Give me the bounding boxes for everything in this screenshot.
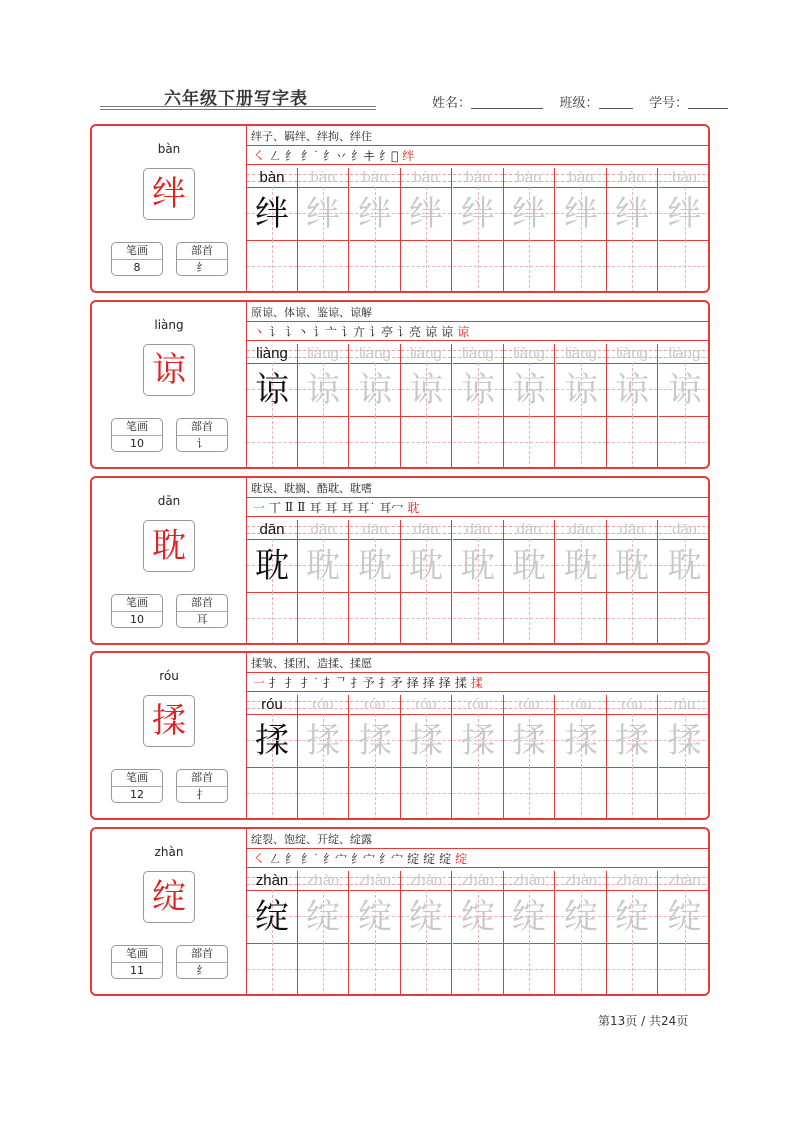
- practice-cell[interactable]: [607, 344, 658, 469]
- practice-cell[interactable]: [607, 695, 658, 820]
- character-trace: 绊: [512, 193, 546, 234]
- pinyin-trace: zhàn: [255, 872, 289, 889]
- character-trace: 谅: [409, 369, 443, 410]
- character-card: [90, 476, 710, 645]
- character-trace: 绽: [564, 896, 598, 937]
- pinyin-trace: róu: [570, 696, 592, 713]
- practice-cell[interactable]: [401, 344, 452, 469]
- stroke-step: 扌ᄀ: [323, 675, 347, 690]
- practice-cell[interactable]: [298, 344, 349, 469]
- character-trace: 绊: [255, 193, 289, 234]
- practice-cell[interactable]: [504, 520, 555, 645]
- stroke-step: 纟宀: [351, 851, 376, 866]
- character-box: [143, 168, 195, 220]
- practice-cell[interactable]: [298, 520, 349, 645]
- character-trace: 谅: [512, 369, 546, 410]
- pinyin-trace: bàn: [568, 169, 594, 186]
- radical-box: [176, 769, 228, 803]
- stroke-step: ㇛: [253, 851, 266, 866]
- writing-grid: [247, 520, 710, 645]
- writing-grid: [247, 344, 710, 469]
- radical-box: [176, 945, 228, 979]
- pinyin-trace: bàn: [362, 169, 388, 186]
- stroke-step: 讠: [269, 324, 282, 339]
- practice-cell[interactable]: [401, 871, 452, 996]
- character-box: [143, 520, 195, 572]
- name-label: 姓名：: [432, 96, 472, 111]
- stroke-count-box: [111, 594, 163, 628]
- pinyin-trace: dān: [413, 521, 439, 538]
- stroke-step: 谅: [441, 324, 454, 339]
- radical-value: 纟: [196, 964, 208, 977]
- stroke-step: 耳: [325, 500, 338, 515]
- character-trace: 揉: [615, 720, 649, 761]
- stroke-count-box: [111, 945, 163, 979]
- character-trace: 揉: [358, 720, 392, 761]
- practice-cell[interactable]: [350, 344, 401, 469]
- stroke-order: [253, 146, 414, 164]
- radical-value: 讠: [196, 437, 208, 450]
- pinyin-label: róu: [159, 669, 179, 683]
- practice-cell[interactable]: [453, 520, 504, 645]
- stroke-step: 纟宀: [323, 851, 348, 866]
- pinyin-trace: bàn: [465, 169, 491, 186]
- character-trace: 绊: [409, 193, 443, 234]
- character-trace: 谅: [461, 369, 495, 410]
- character-trace: 谅: [306, 369, 340, 410]
- character-trace: 绊: [306, 193, 340, 234]
- word-examples: 绊子、羁绊、绊拘、绊住: [251, 130, 372, 143]
- stroke-order: [253, 673, 483, 691]
- pinyin-trace: róu: [415, 696, 437, 713]
- practice-cell[interactable]: [453, 168, 504, 293]
- character-trace: 绽: [667, 896, 702, 937]
- practice-area: [247, 302, 710, 467]
- stroke-step: 扌˙: [301, 675, 320, 690]
- pinyin-trace: dān: [259, 521, 285, 538]
- stroke-step: 讠亣: [341, 324, 366, 339]
- character-trace: 绽: [409, 896, 443, 937]
- divider: [247, 164, 710, 165]
- pinyin-trace: bàn: [516, 169, 542, 186]
- radical-value: 扌: [196, 788, 208, 801]
- practice-cell[interactable]: [453, 344, 504, 469]
- divider: [247, 516, 710, 517]
- radical-label: 部首: [177, 946, 227, 963]
- pinyin-trace: liàng: [565, 345, 597, 362]
- stroke-step: 纟˙: [301, 851, 320, 866]
- character-trace: 耽: [615, 545, 649, 586]
- character-trace: 揉: [512, 720, 546, 761]
- practice-cell[interactable]: [556, 695, 607, 820]
- id-field[interactable]: [688, 95, 728, 109]
- radical-box: [176, 594, 228, 628]
- pinyin-trace: liàng: [256, 345, 288, 362]
- stroke-count-value: 10: [130, 437, 144, 450]
- stroke-order: [253, 849, 467, 867]
- pinyin-label: zhàn: [154, 845, 184, 859]
- class-field[interactable]: [599, 95, 633, 109]
- stroke-step: 一: [253, 500, 266, 515]
- stroke-count-label: 笔画: [112, 243, 162, 260]
- radical-label: 部首: [177, 419, 227, 436]
- stroke-order: [253, 322, 469, 340]
- character-summary: [92, 653, 247, 818]
- pinyin-trace: bàn: [671, 169, 698, 186]
- character-trace: 绊: [667, 193, 702, 234]
- practice-cell[interactable]: [401, 168, 452, 293]
- character-card: [90, 651, 710, 820]
- practice-cell[interactable]: [350, 695, 401, 820]
- stroke-step: Ⅱ: [285, 500, 294, 514]
- student-info: [432, 92, 728, 111]
- character-red: 揉: [152, 701, 186, 741]
- practice-area: [247, 653, 710, 818]
- stroke-count-value: 8: [133, 261, 141, 274]
- pinyin-trace: zhàn: [461, 872, 495, 889]
- character-trace: 耽: [255, 545, 289, 586]
- practice-cell[interactable]: [659, 695, 710, 820]
- character-trace: 绽: [461, 896, 495, 937]
- character-trace: 谅: [615, 369, 649, 410]
- stroke-step: ㇜: [269, 851, 282, 866]
- character-summary: [92, 302, 247, 467]
- stroke-step: 纟丷: [323, 148, 348, 163]
- character-trace: 谅: [564, 369, 598, 410]
- practice-cell[interactable]: [247, 168, 298, 293]
- practice-cell[interactable]: [350, 871, 401, 996]
- character-trace: 耽: [564, 545, 598, 586]
- pinyin-trace: róu: [261, 696, 283, 713]
- character-red: 谅: [152, 350, 186, 390]
- stroke-count-box: [111, 418, 163, 452]
- pinyin-trace: róu: [312, 696, 334, 713]
- practice-cell[interactable]: [659, 871, 710, 996]
- character-trace: 揉: [306, 720, 340, 761]
- writing-grid: [247, 168, 710, 293]
- pinyin-trace: zhàn: [358, 872, 392, 889]
- radical-label: 部首: [177, 595, 227, 612]
- practice-cell[interactable]: [607, 168, 658, 293]
- character-trace: 绊: [461, 193, 495, 234]
- character-summary: [92, 126, 247, 291]
- stroke-count-value: 11: [130, 964, 144, 977]
- stroke-step: 绽: [407, 851, 420, 866]
- title-underline: [100, 106, 376, 107]
- stroke-step: 纟: [285, 148, 298, 163]
- character-trace: 耽: [461, 545, 495, 586]
- stroke-step: 择: [422, 675, 435, 690]
- stroke-step: 谅: [457, 324, 470, 339]
- practice-cell[interactable]: [556, 871, 607, 996]
- pinyin-trace: dān: [465, 521, 491, 538]
- pinyin-trace: liàng: [410, 345, 442, 362]
- radical-value: 纟: [196, 261, 208, 274]
- character-trace: 绽: [255, 896, 289, 937]
- character-box: [143, 344, 195, 396]
- pinyin-trace: dān: [671, 521, 698, 538]
- pinyin-label: bàn: [157, 142, 181, 156]
- stroke-step: 揉: [454, 675, 467, 690]
- practice-cell[interactable]: [401, 695, 452, 820]
- character-trace: 绽: [306, 896, 340, 937]
- stroke-step: 耳冖: [379, 500, 404, 515]
- pinyin-trace: róu: [467, 696, 489, 713]
- pinyin-trace: dān: [619, 521, 645, 538]
- radical-box: [176, 418, 228, 452]
- stroke-step: 绽: [455, 851, 468, 866]
- stroke-step: 耳: [309, 500, 322, 515]
- stroke-step: Ⅱ: [297, 500, 306, 514]
- character-trace: 耽: [306, 545, 340, 586]
- character-summary: [92, 478, 247, 643]
- practice-cell[interactable]: [453, 871, 504, 996]
- stroke-step: 纟𰀁: [351, 148, 376, 163]
- pinyin-trace: zhàn: [409, 872, 443, 889]
- pinyin-trace: liàng: [668, 345, 701, 362]
- practice-cell[interactable]: [247, 871, 298, 996]
- stroke-step: 讠亭: [369, 324, 394, 339]
- stroke-step: 绽: [423, 851, 436, 866]
- pinyin-trace: liàng: [513, 345, 545, 362]
- pinyin-trace: liàng: [462, 345, 494, 362]
- stroke-count-label: 笔画: [112, 946, 162, 963]
- character-trace: 绊: [358, 193, 392, 234]
- radical-box: [176, 242, 228, 276]
- character-trace: 揉: [564, 720, 598, 761]
- character-summary: [92, 829, 247, 994]
- pinyin-trace: bàn: [310, 169, 336, 186]
- character-trace: 揉: [255, 720, 289, 761]
- pinyin-trace: zhàn: [564, 872, 598, 889]
- character-trace: 绊: [615, 193, 649, 234]
- character-card: [90, 827, 710, 996]
- name-field[interactable]: [471, 95, 543, 109]
- practice-cell[interactable]: [247, 520, 298, 645]
- stroke-count-label: 笔画: [112, 770, 162, 787]
- practice-cell[interactable]: [298, 168, 349, 293]
- word-examples: 耽误、耽搁、酷耽、耽嗜: [251, 482, 372, 495]
- stroke-step: 扌: [285, 675, 298, 690]
- practice-cell[interactable]: [453, 695, 504, 820]
- practice-cell[interactable]: [659, 168, 710, 293]
- character-trace: 绽: [615, 896, 649, 937]
- writing-grid: [247, 695, 710, 820]
- stroke-step: 耳˙: [357, 500, 376, 515]
- practice-cell[interactable]: [504, 871, 555, 996]
- radical-label: 部首: [177, 243, 227, 260]
- page-title: 六年级下册写字表: [164, 89, 308, 109]
- pinyin-trace: róu: [518, 696, 540, 713]
- pinyin-trace: dān: [362, 521, 388, 538]
- character-card: [90, 124, 710, 293]
- stroke-step: 丅: [269, 500, 282, 515]
- pinyin-trace: liàng: [616, 345, 648, 362]
- stroke-count-label: 笔画: [112, 419, 162, 436]
- word-examples: 绽裂、饱绽、开绽、绽露: [251, 833, 372, 846]
- practice-cell[interactable]: [504, 695, 555, 820]
- stroke-count-value: 10: [130, 613, 144, 626]
- practice-cell[interactable]: [556, 520, 607, 645]
- stroke-step: 纟˙: [301, 148, 320, 163]
- character-trace: 谅: [667, 369, 702, 410]
- stroke-step: 扌矛: [378, 675, 403, 690]
- pinyin-trace: bàn: [413, 169, 439, 186]
- character-trace: 揉: [667, 720, 702, 761]
- pinyin-trace: dān: [516, 521, 542, 538]
- practice-cell[interactable]: [556, 344, 607, 469]
- practice-cell[interactable]: [401, 520, 452, 645]
- character-trace: 耽: [512, 545, 546, 586]
- divider: [247, 340, 710, 341]
- stroke-step: 耳: [341, 500, 354, 515]
- id-label: 学号：: [649, 96, 689, 111]
- radical-value: 耳: [196, 613, 208, 626]
- character-red: 绽: [152, 877, 186, 917]
- practice-cell[interactable]: [556, 168, 607, 293]
- stroke-step: 一: [253, 675, 266, 690]
- stroke-step: 绊: [402, 148, 415, 163]
- class-label: 班级：: [559, 96, 599, 111]
- pinyin-trace: zhàn: [615, 872, 649, 889]
- divider: [247, 691, 710, 692]
- practice-cell[interactable]: [350, 520, 401, 645]
- character-trace: 耽: [358, 545, 392, 586]
- stroke-step: 讠亮: [397, 324, 422, 339]
- character-trace: 绊: [564, 193, 598, 234]
- practice-cell[interactable]: [504, 344, 555, 469]
- stroke-step: 择: [438, 675, 451, 690]
- pinyin-trace: róu: [673, 696, 696, 713]
- practice-cell[interactable]: [298, 871, 349, 996]
- practice-cell[interactable]: [350, 168, 401, 293]
- character-trace: 绽: [358, 896, 392, 937]
- pinyin-trace: róu: [621, 696, 643, 713]
- word-examples: 原谅、体谅、鉴谅、谅解: [251, 306, 372, 319]
- stroke-step: 讠亠: [313, 324, 338, 339]
- character-red: 绊: [152, 174, 186, 214]
- pinyin-trace: róu: [364, 696, 386, 713]
- page-number: 第13页 / 共24页: [598, 1014, 689, 1028]
- practice-cell[interactable]: [504, 168, 555, 293]
- practice-cell[interactable]: [298, 695, 349, 820]
- practice-cell[interactable]: [247, 695, 298, 820]
- stroke-step: 揉: [470, 675, 483, 690]
- stroke-step: 纟𫠠: [379, 148, 399, 163]
- character-trace: 耽: [409, 545, 443, 586]
- character-box: [143, 871, 195, 923]
- character-trace: 绽: [512, 896, 546, 937]
- pinyin-label: dān: [157, 494, 181, 508]
- character-trace: 谅: [255, 369, 289, 410]
- character-card: [90, 300, 710, 469]
- stroke-count-label: 笔画: [112, 595, 162, 612]
- divider: [247, 867, 710, 868]
- character-box: [143, 695, 195, 747]
- stroke-count-box: [111, 242, 163, 276]
- practice-cell[interactable]: [659, 344, 710, 469]
- practice-area: [247, 126, 710, 291]
- pinyin-trace: zhàn: [512, 872, 546, 889]
- pinyin-trace: zhàn: [668, 872, 701, 889]
- writing-grid: [247, 871, 710, 996]
- practice-area: [247, 478, 710, 643]
- pinyin-trace: zhàn: [306, 872, 340, 889]
- stroke-step: 丶: [253, 324, 266, 339]
- character-red: 耽: [152, 526, 186, 566]
- practice-cell[interactable]: [607, 871, 658, 996]
- stroke-step: 纟宀: [379, 851, 404, 866]
- stroke-step: ㇛: [253, 148, 266, 163]
- pinyin-trace: liàng: [359, 345, 391, 362]
- stroke-step: 绽: [439, 851, 452, 866]
- stroke-step: 纟: [285, 851, 298, 866]
- stroke-step: 择: [406, 675, 419, 690]
- pinyin-trace: bàn: [259, 169, 285, 186]
- character-trace: 谅: [358, 369, 392, 410]
- word-examples: 揉皱、揉团、造揉、揉愿: [251, 657, 372, 670]
- character-trace: 揉: [461, 720, 495, 761]
- pinyin-trace: dān: [310, 521, 336, 538]
- pinyin-trace: liàng: [307, 345, 339, 362]
- stroke-step: ㇜: [269, 148, 282, 163]
- practice-cell[interactable]: [659, 520, 710, 645]
- character-trace: 揉: [409, 720, 443, 761]
- stroke-count-box: [111, 769, 163, 803]
- character-trace: 耽: [667, 545, 702, 586]
- practice-cell[interactable]: [607, 520, 658, 645]
- stroke-step: 扌予: [350, 675, 375, 690]
- stroke-step: 谅: [425, 324, 438, 339]
- practice-cell[interactable]: [247, 344, 298, 469]
- pinyin-label: liàng: [154, 318, 184, 332]
- stroke-step: 耽: [407, 500, 420, 515]
- pinyin-trace: dān: [568, 521, 594, 538]
- stroke-order: [253, 498, 419, 516]
- stroke-step: 讠丶: [285, 324, 310, 339]
- practice-area: [247, 829, 710, 994]
- title-underline-2: [100, 109, 376, 110]
- stroke-count-value: 12: [130, 788, 144, 801]
- stroke-step: 扌: [269, 675, 282, 690]
- radical-label: 部首: [177, 770, 227, 787]
- pinyin-trace: bàn: [619, 169, 645, 186]
